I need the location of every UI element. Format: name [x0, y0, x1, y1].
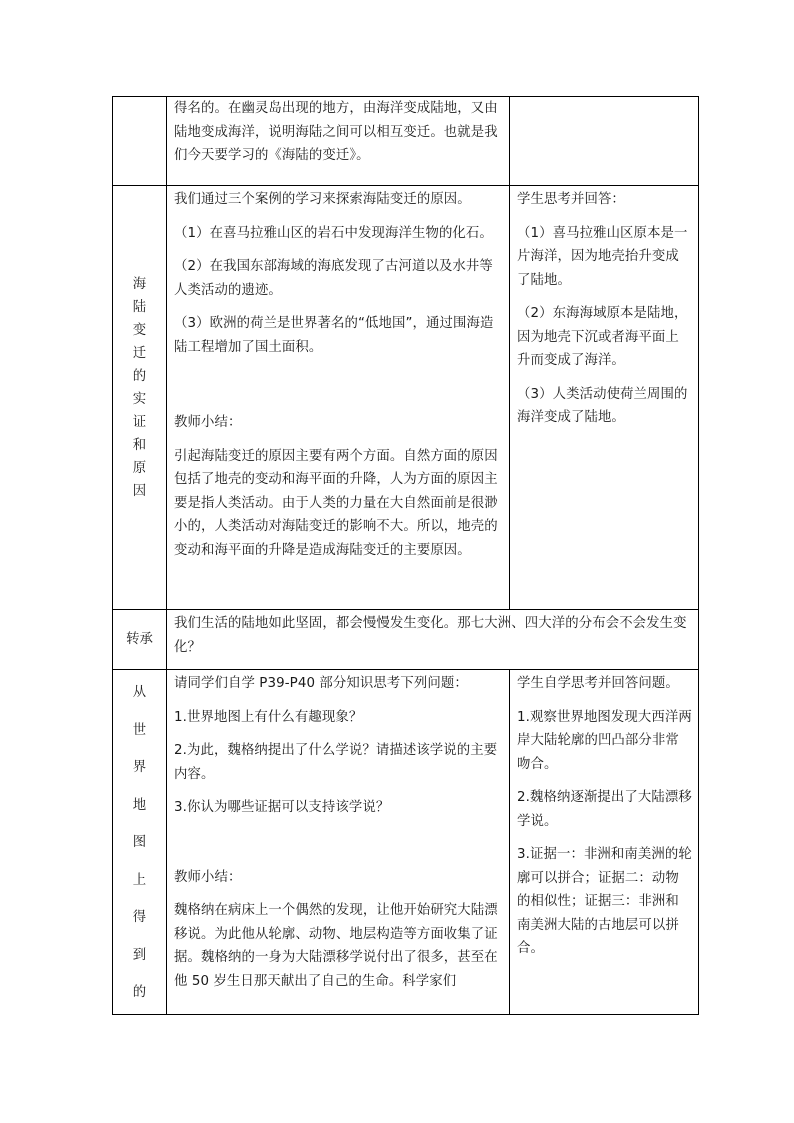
question-2: 2.为此，魏格纳提出了什么学说？请描述该学说的主要内容。: [174, 743, 498, 782]
table-row-transition: [113, 610, 699, 670]
label-char: 原: [132, 461, 147, 476]
teacher-summary-text: 魏格纳在病床上一个偶然的发现，让他开始研究大陆漂移说。为此他从轮廓、动物、地层构造等方面收集了证据。魏格纳的一身为大陆漂移学说付出了很多，甚至在他 50 岁生日那天献出了自己的生命。科学家们: [174, 903, 498, 989]
student-heading: 学生自学思考并回答问题。: [517, 676, 679, 691]
case-item-3: （3）欧洲的荷兰是世界著名的“低地国”，通过围海造陆工程增加了国土面积。: [174, 316, 494, 355]
label-char: 因: [132, 484, 147, 499]
row-label-cell-empty: [113, 97, 167, 186]
student-activity-cell-empty: [510, 97, 699, 186]
section-label-world-map: [113, 670, 167, 1015]
teacher-activity-cell: [167, 670, 510, 1015]
section-label-transition: 转承: [113, 610, 167, 670]
intro-paragraph: 得名的。在幽灵岛出现的地方，由海洋变成陆地，又由陆地变成海洋，说明海陆之间可以相互变迁。也就是我们今天要学习的《海陆的变迁》。: [174, 101, 498, 163]
transition-text: 我们生活的陆地如此坚固，都会慢慢发生变化。那七大洲、四大洋的分布会不会发生变化？: [174, 616, 687, 655]
teacher-summary-heading: 教师小结：: [174, 415, 242, 430]
case-item-2: （2）在我国东部海域的海底发现了古河道以及水井等人类活动的遗迹。: [174, 259, 493, 298]
label-char: 实: [132, 392, 147, 407]
question-1: 1.世界地图上有什么有趣现象？: [174, 709, 363, 725]
label-char: 图: [132, 835, 147, 850]
label-char: 迁: [132, 346, 147, 361]
label-char: 上: [132, 872, 147, 888]
label-char: 的: [132, 985, 147, 1000]
student-answer-1: （1）喜马拉雅山区原本是一片海洋，因为地壳抬升变成了陆地。: [517, 225, 688, 288]
label-char: 到: [132, 947, 147, 963]
paragraph: 我们通过三个案例的学习来探索海陆变迁的原因。: [174, 192, 471, 207]
label-char: 从: [132, 685, 147, 700]
label-char: 地: [132, 797, 147, 813]
label-char: 证: [132, 415, 147, 430]
student-answer-2: （2）东海海域原本是陆地，因为地壳下沉或者海平面上升而变成了海洋。: [517, 306, 688, 368]
teacher-summary-text: 引起海陆变迁的原因主要有两个方面。自然方面的原因包括了地壳的变动和海平面的升降，人为方面的原因主要是指人类活动。由于人类的力量在大自然面前是很渺小的，人类活动对海陆变迁的影响不大。所以，地壳的变动和海平面的升降是造成海陆变迁的主要原因。: [174, 448, 498, 558]
student-answer-3: 3.证据一：非洲和南美洲的轮廓可以拼合；证据二：动物的相似性；证据三：非洲和南美洲大陆的古地层可以拼合。: [517, 847, 692, 956]
table-row-causes: [113, 186, 699, 610]
label-char: 的: [132, 369, 147, 384]
label-char: 变: [132, 323, 147, 338]
label-char: 和: [132, 438, 147, 453]
label-char: 界: [132, 760, 147, 775]
student-answer-1: 1.观察世界地图发现大西洋两岸大陆轮廓的凹凸部分非常吻合。: [517, 709, 692, 772]
student-heading: 学生思考并回答：: [517, 192, 625, 207]
student-answer-3: （3）人类活动使荷兰周围的海洋变成了陆地。: [517, 386, 688, 425]
teacher-summary-heading: 教师小结：: [174, 869, 242, 885]
label-char: 世: [132, 722, 147, 738]
transition-cell: [167, 610, 699, 670]
teacher-activity-cell: [167, 97, 510, 186]
student-activity-cell: [510, 186, 699, 610]
label-char: 海: [132, 277, 147, 292]
case-item-1: （1）在喜马拉雅山区的岩石中发现海洋生物的化石。: [174, 225, 493, 241]
label-char: 得: [132, 910, 147, 925]
lesson-plan-table: [112, 96, 699, 1015]
label-char: 陆: [132, 300, 147, 315]
table-row-continental-drift: [113, 670, 699, 1015]
self-study-prompt: 请同学们自学 P39-P40 部分知识思考下列问题：: [174, 676, 468, 691]
student-answer-2: 2.魏格纳逐渐提出了大陆漂移学说。: [517, 790, 692, 829]
teacher-activity-cell: [167, 186, 510, 610]
section-label-causes: [113, 186, 167, 610]
table-row-intro: [113, 97, 699, 186]
student-activity-cell: [510, 670, 699, 1015]
question-3: 3.你认为哪些证据可以支持该学说？: [174, 800, 390, 815]
